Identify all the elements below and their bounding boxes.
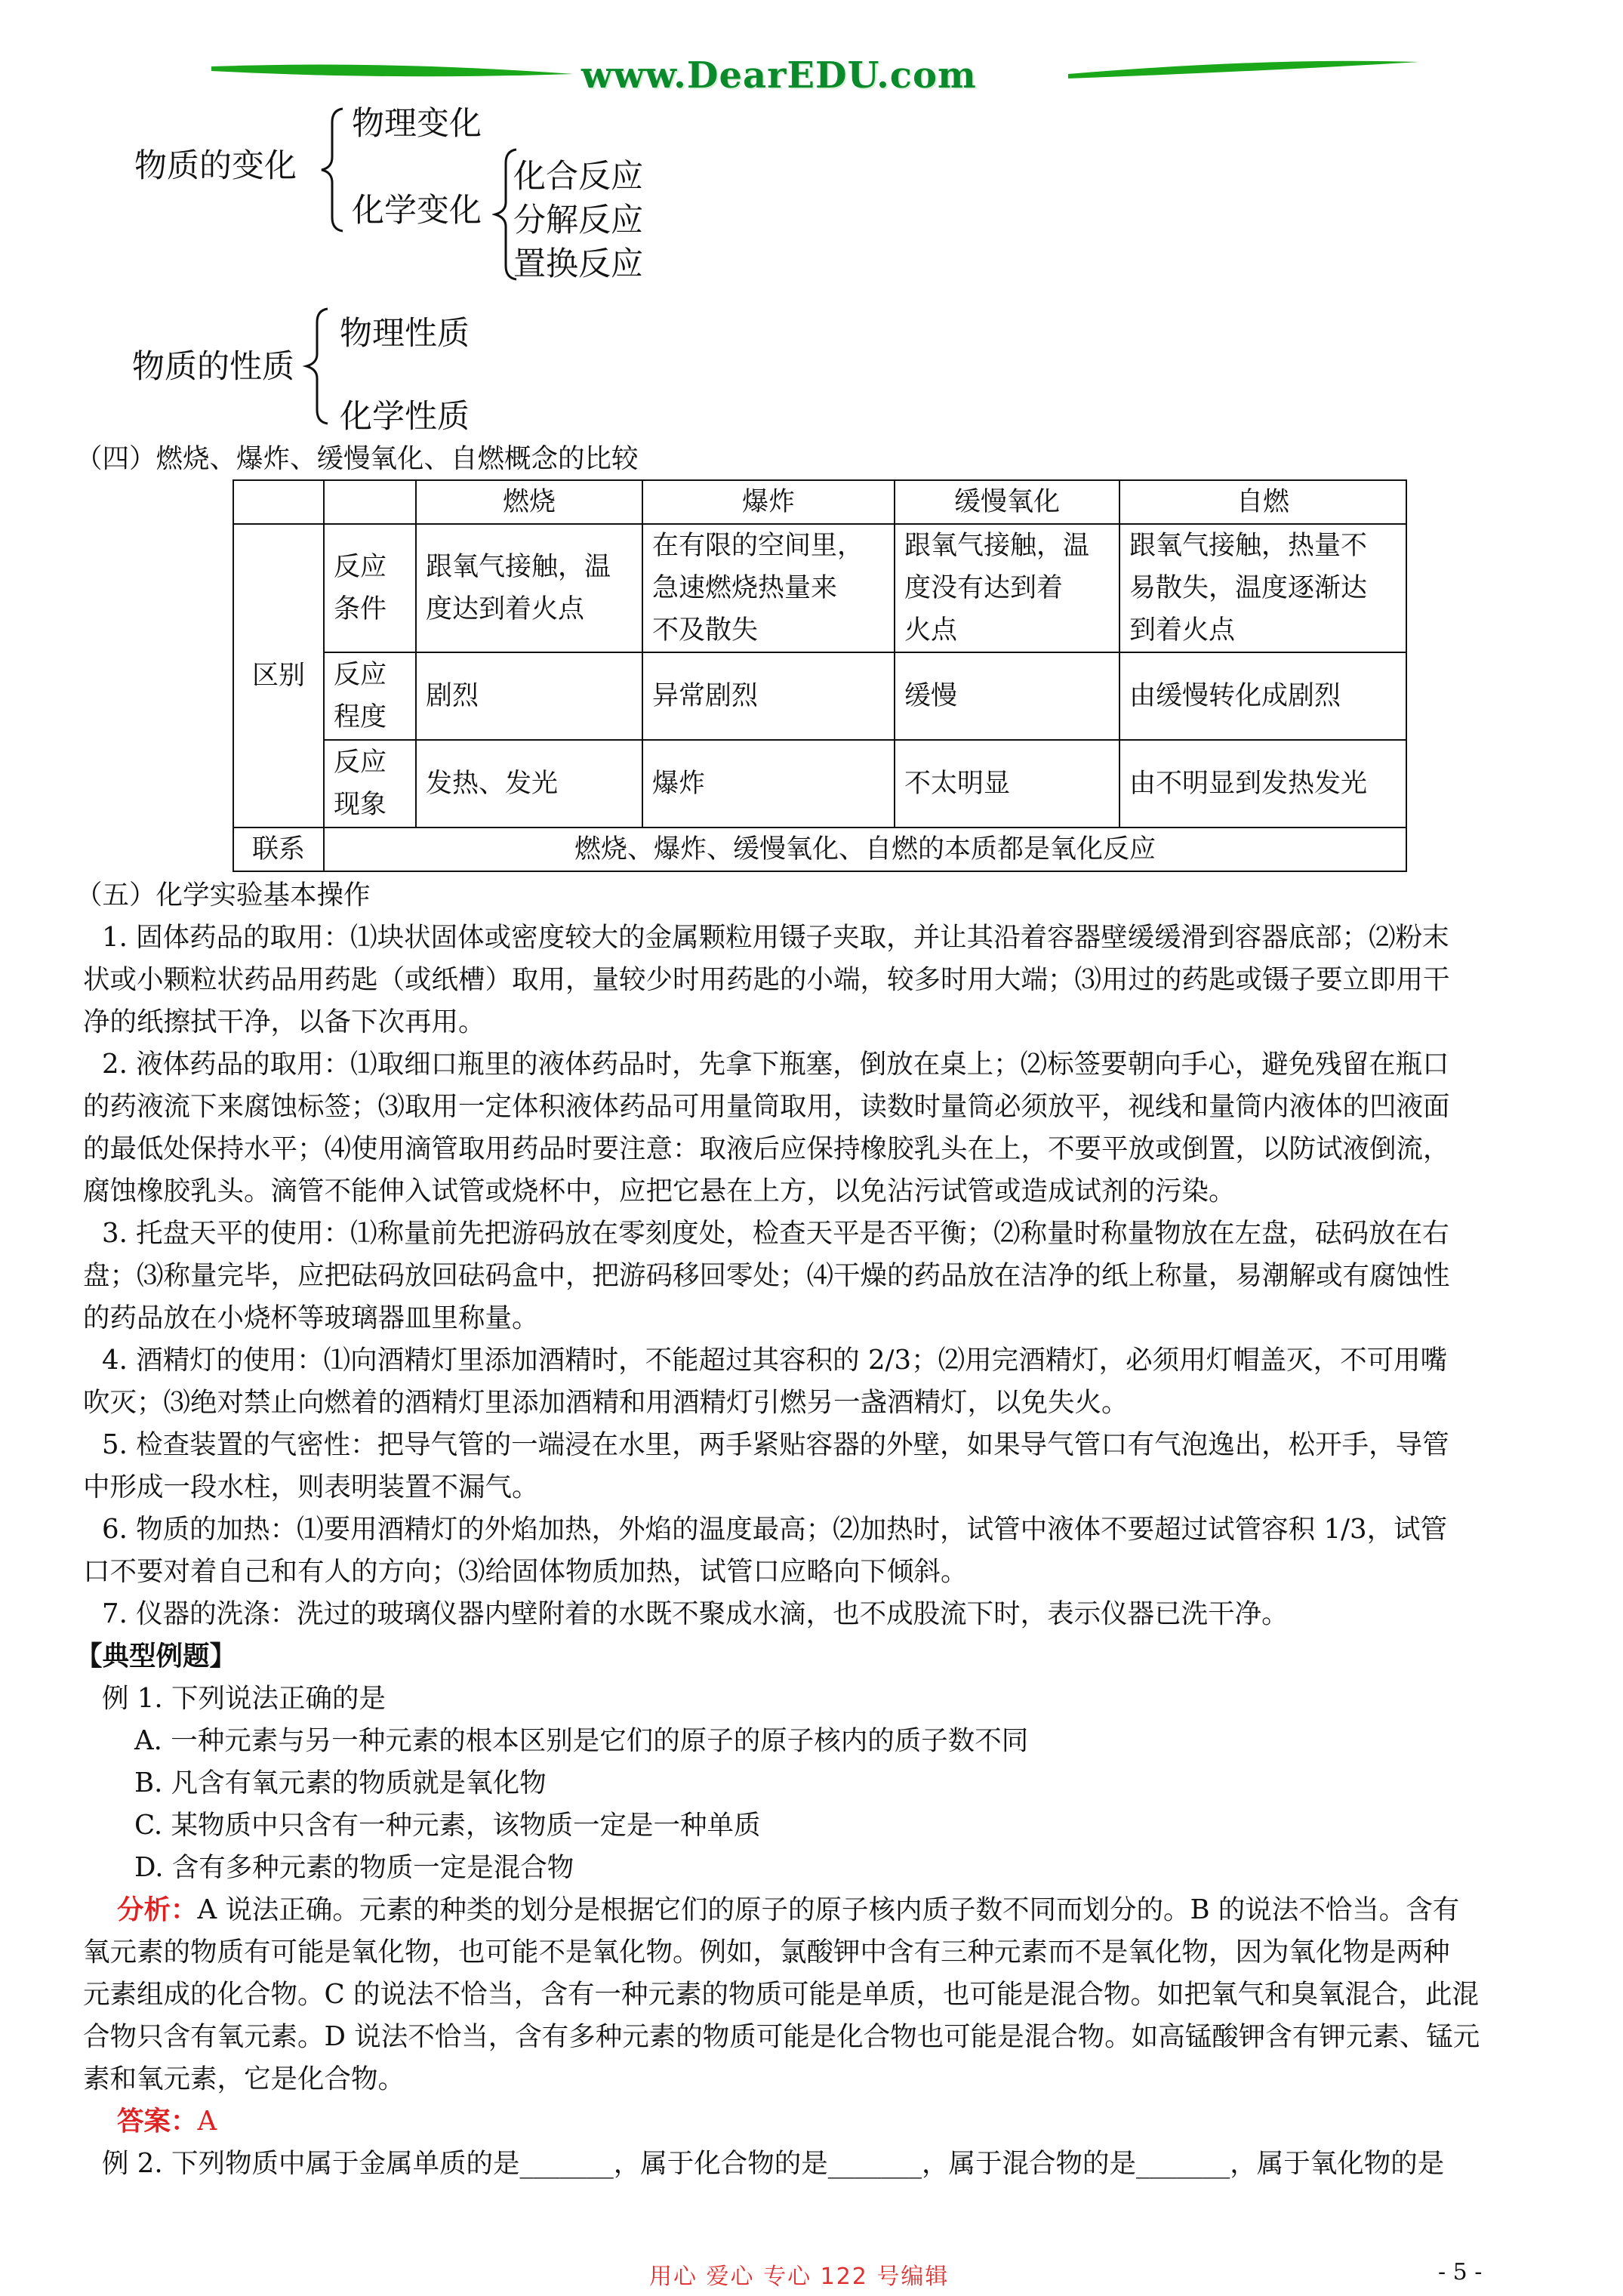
link-text-cell: 燃烧、爆炸、缓慢氧化、自燃的本质都是氧化反应 [324,827,1406,871]
paragraph-line: 状或小颗粒状药品用药匙（或纸槽）取用，量较少时用药匙的小端，较多时用大端；⑶用过的药匙或镊子要立即用干 [83,964,1450,995]
paragraph-line: 的药品放在小烧杯等玻璃器皿里称量。 [83,1302,539,1333]
examples-heading: 【典型例题】 [75,1641,237,1672]
table-cell: 剧烈 [416,652,642,740]
paragraph-line: 5. 检查装置的气密性：把导气管的一端浸在水里，两手紧贴容器的外壁，如果导气管口有气泡逸出，松开手，导管 [102,1429,1449,1460]
reaction-type-decomposition: 分解反应 [513,202,643,239]
column-header: 燃烧 [416,480,642,524]
page-number: - 5 - [1438,2259,1483,2285]
table-corner-cell [324,480,416,524]
brace-change [316,106,346,234]
table-cell: 在有限的空间里， 急速燃烧热量来 不及散失 [642,524,895,652]
paragraph-line: 4. 酒精灯的使用：⑴向酒精灯里添加酒精时，不能超过其容积的 2/3；⑵用完酒精灯，必须用灯帽盖灭，不可用嘴 [102,1345,1448,1376]
column-header: 爆炸 [642,480,895,524]
analysis-line [117,1889,1597,1931]
table-corner-cell [233,480,324,524]
diagram-property-root: 物质的性质 [132,348,294,386]
table-cell: 爆炸 [642,740,895,827]
paragraph-line: 净的纸擦拭干净，以备下次再用。 [83,1006,485,1037]
table-cell: 缓慢 [895,652,1119,740]
column-header: 缓慢氧化 [895,480,1119,524]
example-1-question: 例 1. 下列说法正确的是 [102,1683,386,1714]
diagram-chemical-change: 化学变化 [352,192,482,230]
paragraph-line: 吹灭；⑶绝对禁止向燃着的酒精灯里添加酒精和用酒精灯引燃另一盏酒精灯，以免失火。 [83,1387,1129,1418]
paragraph-line: 7. 仪器的洗涤：洗过的玻璃仪器内壁附着的水既不聚成水滴，也不成股流下时，表示仪器已洗干净。 [102,1598,1289,1629]
answer-line [117,2100,1597,2143]
paragraph-line: 的药液流下来腐蚀标签；⑶取用一定体积液体药品可用量筒取用，读数时量筒必须放平，视线和量筒内液体的凹液面 [83,1091,1450,1122]
diagram-change-root: 物质的变化 [134,147,297,185]
option-d: D. 含有多种元素的物质一定是混合物 [134,1852,574,1883]
paragraph-line: 1. 固体药品的取用：⑴块状固体或密度较大的金属颗粒用镊子夹取，并让其沿着容器壁缓缓滑到容器底部；⑵粉末 [102,922,1449,953]
reaction-type-combination: 化合反应 [513,158,643,196]
group-label-cell: 区别 [233,524,324,827]
paragraph-line: 6. 物质的加热：⑴要用酒精灯的外焰加热，外焰的温度最高；⑵加热时，试管中液体不要超过试管容积 1/3，试管 [102,1514,1448,1545]
comparison-table [233,479,1407,872]
table-cell: 跟氧气接触，温 度达到着火点 [416,524,642,652]
row-label-cell: 反应 现象 [324,740,416,827]
diagram-chemical-property: 化学性质 [340,398,470,436]
analysis-line: 合物只含有氧元素。D 说法不恰当，含有多种元素的物质可能是化合物也可能是混合物。如高锰酸钾含有钾元素、锰元 [83,2021,1480,2052]
table-cell: 跟氧气接触，热量不 易散失，温度逐渐达 到着火点 [1119,524,1406,652]
table-cell: 由不明显到发热发光 [1119,740,1406,827]
row-label-cell: 反应 条件 [324,524,416,652]
table-cell: 由缓慢转化成剧烈 [1119,652,1406,740]
section-4-title: （四）燃烧、爆炸、缓慢氧化、自燃概念的比较 [75,443,639,474]
table-row [233,827,1406,871]
table-cell: 发热、发光 [416,740,642,827]
analysis-line: 氧元素的物质有可能是氧化物，也可能不是氧化物。例如，氯酸钾中含有三种元素而不是氧化物，因为氧化物是两种 [83,1937,1450,1968]
analysis-line: 元素组成的化合物。C 的说法不恰当，含有一种元素的物质可能是单质，也可能是混合物。如把氧气和臭氧混合，此混 [83,1979,1479,2010]
reaction-type-displacement: 置换反应 [513,245,643,283]
example-2-question: 例 2. 下列物质中属于金属单质的是_______，属于化合物的是_______，属于混合物的是_______，属于氧化物的是 [102,2148,1445,2179]
footer-text: 用心 爱心 专心 122 号编辑 [649,2264,950,2290]
site-logo: www.DearEDU.com [581,54,977,97]
diagram-physical-change: 物理变化 [352,105,482,143]
option-c: C. 某物质中只含有一种元素，该物质一定是一种单质 [134,1810,761,1841]
paragraph-line: 腐蚀橡胶乳头。滴管不能伸入试管或烧杯中，应把它悬在上方，以免沾污试管或造成试剂的污染。 [83,1176,1236,1207]
table-cell: 跟氧气接触，温 度没有达到着 火点 [895,524,1119,652]
answer-label: 答案： [117,2106,198,2137]
table-row [233,740,1406,827]
option-a: A. 一种元素与另一种元素的根本区别是它们的原子的原子核内的质子数不同 [134,1725,1029,1756]
analysis-text: A 说法正确。元素的种类的划分是根据它们的原子的原子核内质子数不同而划分的。B 的说法不恰当。含有 [197,1894,1460,1925]
brace-property [300,306,331,427]
section-5-title: （五）化学实验基本操作 [75,880,371,911]
column-header: 自燃 [1119,480,1406,524]
paragraph-line: 盘；⑶称量完毕，应把砝码放回砝码盒中，把游码移回零处；⑷干燥的药品放在洁净的纸上称量，易潮解或有腐蚀性 [83,1260,1450,1291]
paragraph-line: 3. 托盘天平的使用：⑴称量前先把游码放在零刻度处，检查天平是否平衡；⑵称量时称量物放在左盘，砝码放在右 [102,1218,1449,1249]
option-b: B. 凡含有氧元素的物质就是氧化物 [134,1767,547,1798]
analysis-label: 分析： [117,1894,198,1925]
paragraph-line: 2. 液体药品的取用：⑴取细口瓶里的液体药品时，先拿下瓶塞，倒放在桌上；⑵标签要朝向手心，避免残留在瓶口 [102,1049,1449,1080]
answer-value: A [197,2106,217,2137]
paragraph-line: 的最低处保持水平；⑷使用滴管取用药品时要注意：取液后应保持橡胶乳头在上，不要平放或倒置，以防试液倒流， [83,1133,1450,1164]
link-label-cell: 联系 [233,827,324,871]
paragraph-line: 口不要对着自己和有人的方向；⑶给固体物质加热，试管口应略向下倾斜。 [83,1556,968,1587]
row-label-cell: 反应 程度 [324,652,416,740]
table-cell: 不太明显 [895,740,1119,827]
table-row [233,524,1406,652]
paragraph-line: 中形成一段水柱，则表明装置不漏气。 [83,1472,539,1502]
analysis-line: 素和氧元素，它是化合物。 [83,2063,405,2094]
diagram-physical-property: 物理性质 [340,315,470,353]
table-row [233,652,1406,740]
table-header-row [233,480,1406,524]
table-cell: 异常剧烈 [642,652,895,740]
